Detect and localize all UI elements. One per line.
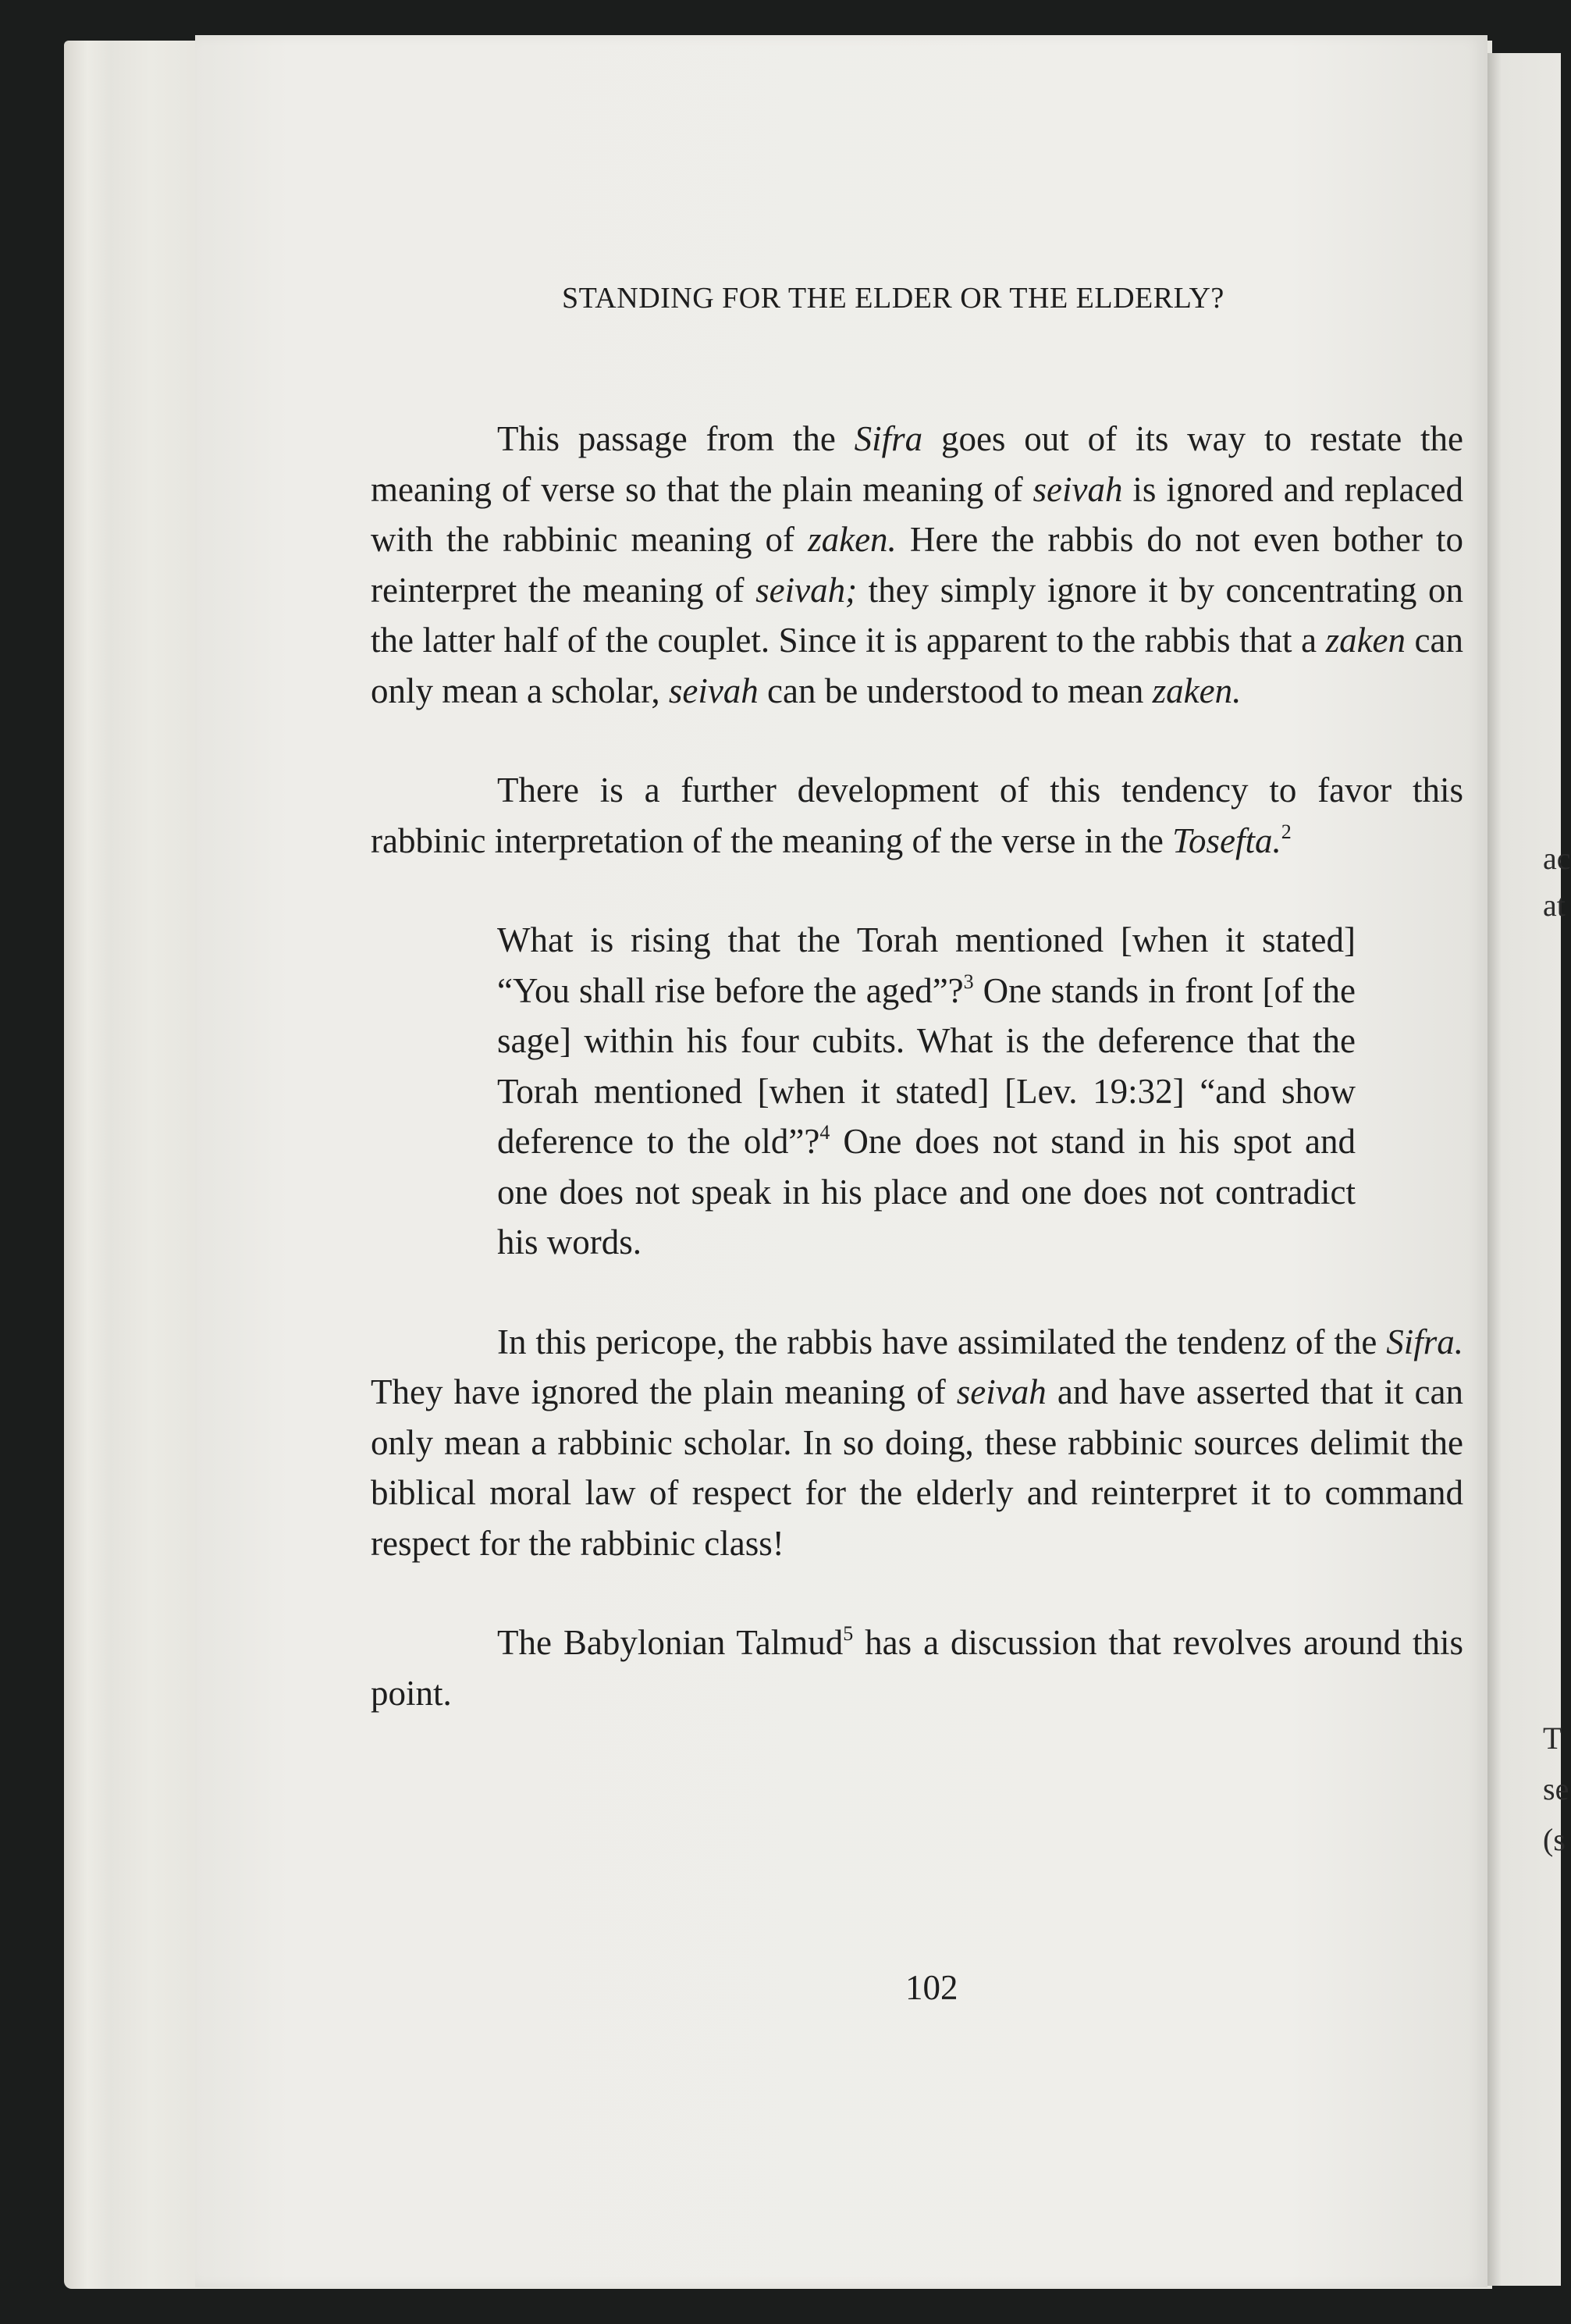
text-run: What is rising that the Torah mentioned [when it stated] “You shall rise before the aged”? xyxy=(497,920,1356,1010)
text-run: Here the rabbis do not even bother to reinterpret the meaning of xyxy=(371,520,1463,610)
facing-page-fragment: se xyxy=(1543,1771,1569,1806)
italic-term: Tosefta. xyxy=(1172,820,1281,860)
text-run: has a discussion that revolves around this point. xyxy=(371,1623,1464,1713)
page-number: 102 xyxy=(905,1968,958,2007)
facing-page-fragment: T xyxy=(1543,1721,1562,1756)
text-run: They have ignored the plain meaning of xyxy=(371,1372,957,1411)
paragraph xyxy=(371,1317,1463,1569)
paragraph xyxy=(371,765,1463,866)
text-run: There is a further development of this tendency to favor this rabbinic interpretation of the meaning of the verse in the xyxy=(371,771,1463,860)
text-run: is ignored and replaced with the rabbinic meaning of xyxy=(371,469,1463,559)
paragraph-gap xyxy=(371,1268,1463,1317)
footnote-marker: 5 xyxy=(843,1622,854,1645)
facing-page-fragment: ac xyxy=(1543,841,1571,876)
text-run: can only mean a scholar, xyxy=(371,621,1463,710)
paragraph-gap xyxy=(371,866,1463,915)
italic-term: Sifra xyxy=(854,419,923,458)
text-run: they simply ignore it by concentrating on the latter half of the couplet. Since it is apparent to the rabbis that a xyxy=(371,570,1463,660)
block-quote-container xyxy=(497,915,1356,1268)
text-run: and have asserted that it can only mean a rabbinic scholar. In so doing, these rabbinic sources delimit the biblical moral law of respect for the elderly and reinterpret it to command respect for the rabbinic class! xyxy=(371,1372,1464,1563)
text-run: In this pericope, the rabbis have assimilated the tendenz of the xyxy=(497,1322,1387,1361)
footnote-marker: 2 xyxy=(1281,820,1292,843)
italic-term: zaken. xyxy=(808,520,897,559)
facing-page-fragment: (s xyxy=(1543,1822,1566,1857)
italic-term: seivah xyxy=(956,1372,1047,1411)
block-quote xyxy=(497,915,1356,1268)
text-run: One does not stand in his spot and one does not speak in his place and one does not contradict his words. xyxy=(497,1122,1356,1262)
italic-term: Sifra. xyxy=(1386,1322,1463,1361)
italic-term: zaken xyxy=(1325,621,1406,660)
text-run: The Babylonian Talmud xyxy=(497,1623,844,1662)
italic-term: zaken. xyxy=(1152,671,1242,710)
text-run: goes out of its way to restate the meaning of verse so that the plain meaning of xyxy=(371,419,1463,509)
text-run: can be understood to mean xyxy=(758,671,1153,710)
italic-term: seivah; xyxy=(755,570,858,610)
running-head: STANDING FOR THE ELDER OR THE ELDERLY? xyxy=(562,282,1224,315)
facing-page-fragment: at xyxy=(1543,888,1566,923)
paragraph-gap xyxy=(371,1568,1463,1618)
italic-term: seivah xyxy=(1033,469,1123,509)
footnote-marker: 4 xyxy=(819,1121,830,1144)
paragraph xyxy=(371,1618,1463,1718)
body-text xyxy=(371,414,1463,1718)
footnote-marker: 3 xyxy=(963,970,974,993)
paragraph xyxy=(371,414,1463,716)
text-run: This passage from the xyxy=(497,419,855,458)
text-run: One stands in front [of the sage] within his four cubits. What is the deference that the Torah mentioned [when it stated] [Lev. 19:32] “and show deference to the old”? xyxy=(497,970,1356,1161)
facing-page-edge xyxy=(1487,53,1561,2286)
italic-term: seivah xyxy=(668,671,759,710)
paragraph-gap xyxy=(371,716,1463,765)
